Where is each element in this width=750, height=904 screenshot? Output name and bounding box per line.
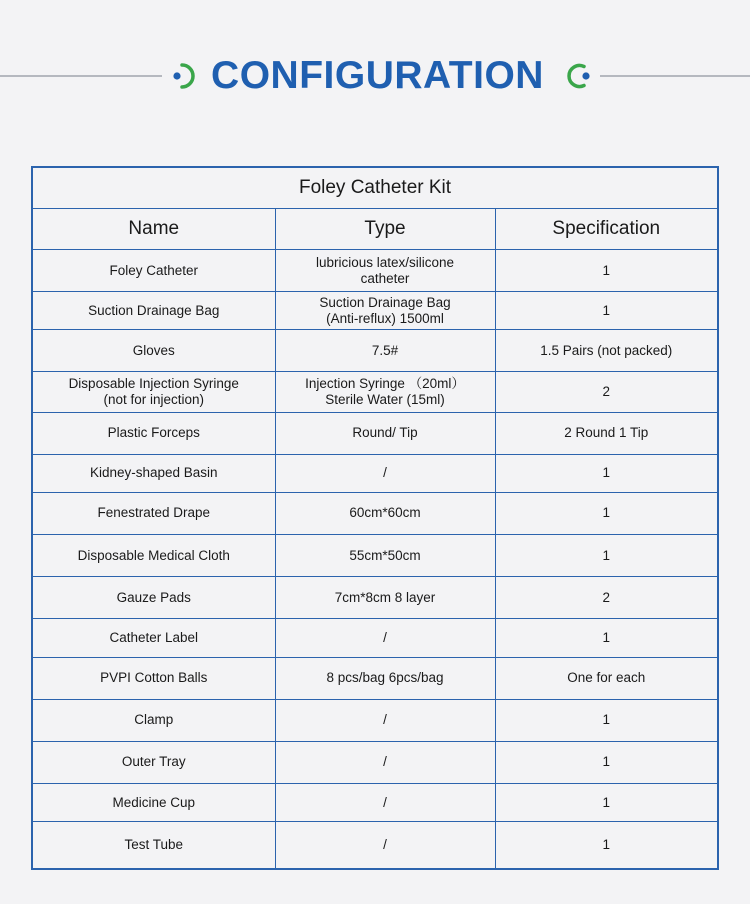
page-header [0,44,750,108]
item-name-cell: Test Tube [33,822,275,868]
item-name-cell: Clamp [33,699,275,741]
item-type-cell: 7cm*8cm 8 layer [275,577,495,619]
item-name-cell: Foley Catheter [33,250,275,292]
item-type-cell: Injection Syringe （20ml） Sterile Water (15ml) [275,372,495,412]
item-spec-cell: One for each [495,657,717,699]
table-row [33,372,717,412]
item-spec-cell: 1 [495,619,717,657]
table-header-row [33,209,717,250]
item-spec-cell: 1 [495,292,717,330]
item-name-cell: PVPI Cotton Balls [33,657,275,699]
item-spec-cell: 1 [495,741,717,783]
table-row [33,492,717,534]
table-row [33,412,717,454]
item-type-cell: / [275,822,495,868]
item-type-cell: 55cm*50cm [275,535,495,577]
item-name-cell: Catheter Label [33,619,275,657]
table-caption: Foley Catheter Kit [33,168,717,209]
item-name-cell: Disposable Medical Cloth [33,535,275,577]
header-left-rule [0,75,162,77]
header-right-rule [600,75,750,77]
item-type-cell: / [275,619,495,657]
item-type-cell: / [275,783,495,821]
item-name-cell: Gloves [33,330,275,372]
item-type-cell: 8 pcs/bag 6pcs/bag [275,657,495,699]
table-row [33,454,717,492]
item-spec-cell: 2 [495,372,717,412]
column-header-type: Type [275,209,495,250]
table-row [33,699,717,741]
item-type-cell: 7.5# [275,330,495,372]
item-name-cell: Gauze Pads [33,577,275,619]
column-header-name: Name [33,209,275,250]
table-caption-row [33,168,717,209]
item-type-cell: / [275,454,495,492]
item-type-cell: Suction Drainage Bag (Anti-reflux) 1500ml [275,292,495,330]
item-spec-cell: 1 [495,783,717,821]
item-name-cell: Fenestrated Drape [33,492,275,534]
item-spec-cell: 1 [495,492,717,534]
item-spec-cell: 1 [495,535,717,577]
item-name-cell: Suction Drainage Bag [33,292,275,330]
configuration-table [31,166,719,870]
item-spec-cell: 2 Round 1 Tip [495,412,717,454]
table-row [33,250,717,292]
item-type-cell: / [275,699,495,741]
table-row [33,822,717,868]
item-spec-cell: 1 [495,699,717,741]
item-type-cell: 60cm*60cm [275,492,495,534]
table-row [33,741,717,783]
item-spec-cell: 1.5 Pairs (not packed) [495,330,717,372]
item-spec-cell: 1 [495,250,717,292]
item-name-cell: Kidney-shaped Basin [33,454,275,492]
item-name-cell: Outer Tray [33,741,275,783]
table-row [33,657,717,699]
item-spec-cell: 1 [495,454,717,492]
column-header-specification: Specification [495,209,717,250]
item-spec-cell: 1 [495,822,717,868]
item-name-cell: Medicine Cup [33,783,275,821]
item-name-cell: Plastic Forceps [33,412,275,454]
table-row [33,535,717,577]
page-title: CONFIGURATION [211,54,544,97]
table-row [33,783,717,821]
item-name-cell: Disposable Injection Syringe (not for injection) [33,372,275,412]
item-type-cell: Round/ Tip [275,412,495,454]
table-row [33,577,717,619]
table-row [33,330,717,372]
right-ring-icon [566,61,596,91]
table-row [33,292,717,330]
left-ring-icon [167,61,197,91]
item-type-cell: / [275,741,495,783]
table-row [33,619,717,657]
item-spec-cell: 2 [495,577,717,619]
item-type-cell: lubricious latex/silicone catheter [275,250,495,292]
